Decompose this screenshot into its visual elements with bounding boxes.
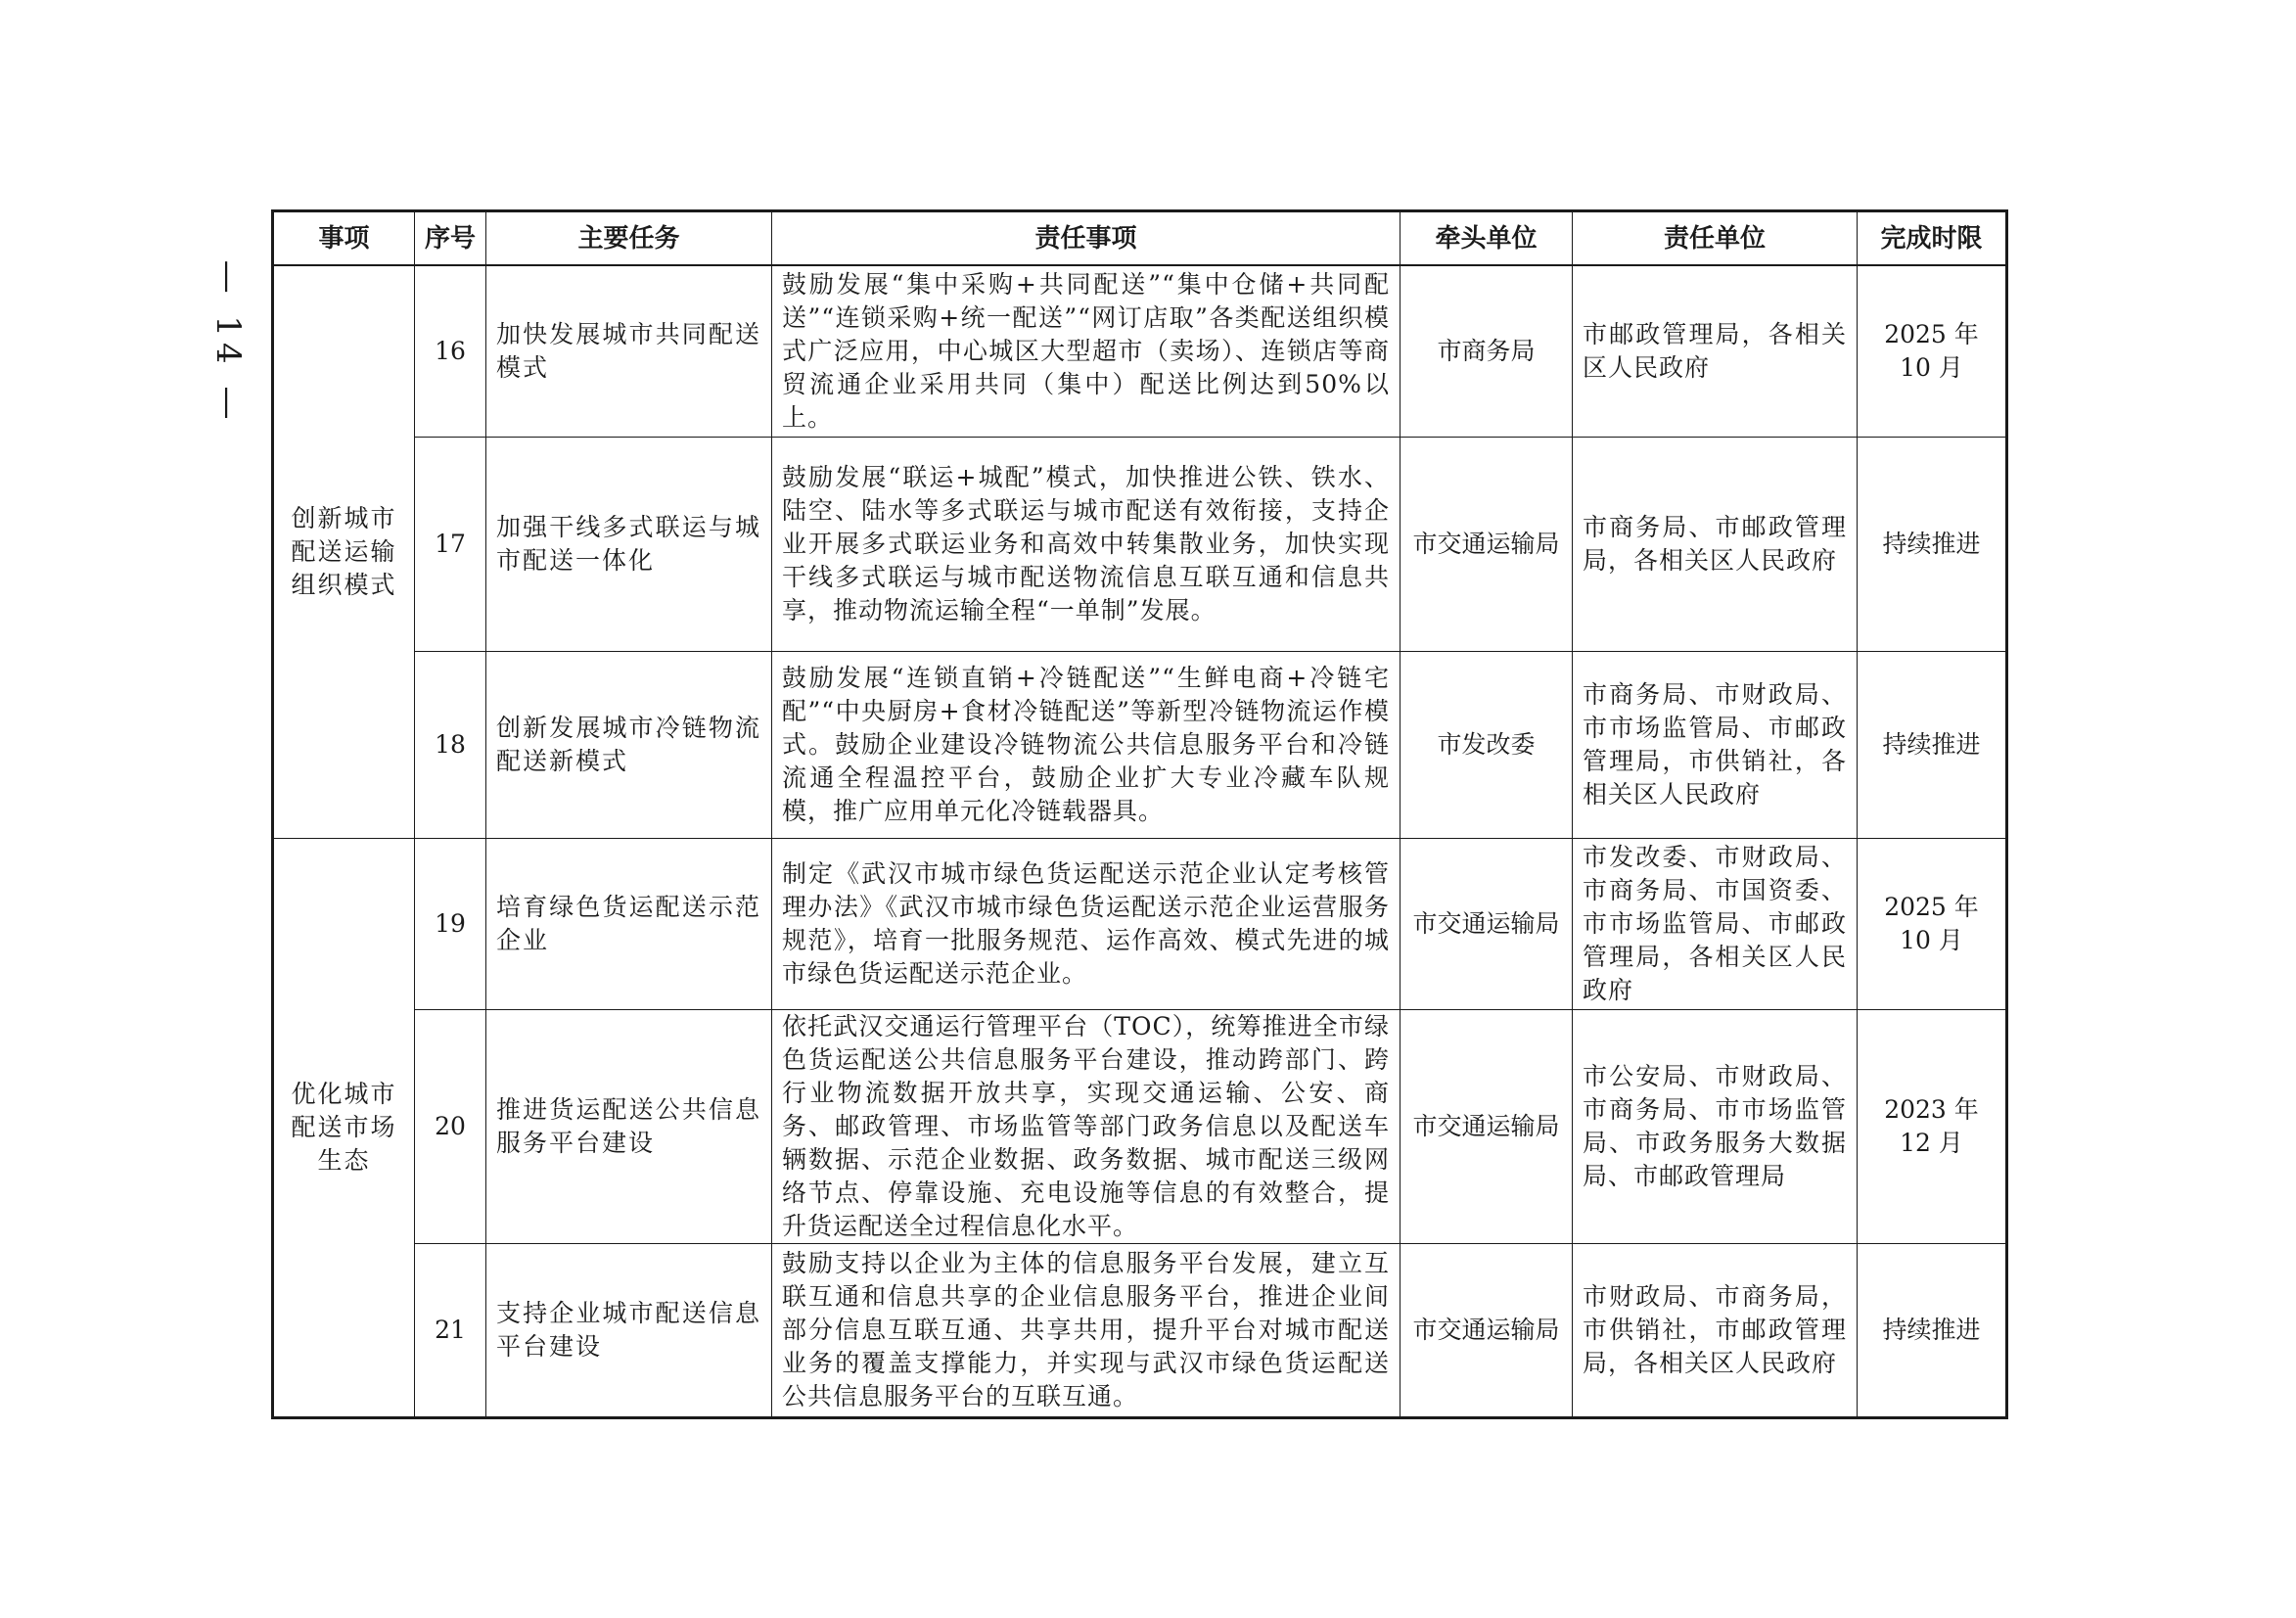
- deadline-month: 12 月: [1900, 1128, 1963, 1157]
- header-responsibility: 责任事项: [772, 211, 1401, 266]
- task-table: [271, 209, 2008, 1419]
- responsibility-cell: 鼓励支持以企业为主体的信息服务平台发展，建立互联互通和信息共享的企业信息服务平台，推进企业间部分信息互联互通、共享共用，提升平台对城市配送业务的覆盖支撑能力，并实现与武汉市绿色货运配送公共信息服务平台的互联互通。: [772, 1243, 1401, 1417]
- responsibility-cell: 制定《武汉市城市绿色货运配送示范企业认定考核管理办法》《武汉市城市绿色货运配送示范企业运营服务规范》，培育一批服务规范、运作高效、模式先进的城市绿色货运配送示范企业。: [772, 838, 1401, 1009]
- table-row: [273, 838, 2007, 1009]
- deadline-cell: [1858, 265, 2007, 437]
- deadline-text: 持续推进: [1882, 1315, 1981, 1344]
- responsible-units-cell: 市商务局、市邮政管理局，各相关区人民政府: [1573, 437, 1858, 651]
- lead-unit-cell: 市交通运输局: [1401, 1243, 1573, 1417]
- responsible-units-cell: 市邮政管理局，各相关区人民政府: [1573, 265, 1858, 437]
- category-cell: 创新城市配送运输组织模式: [273, 265, 415, 838]
- deadline-year: 2025 年: [1884, 319, 1979, 348]
- table-row: [273, 437, 2007, 651]
- deadline-text: 持续推进: [1882, 729, 1981, 759]
- deadline-cell: [1858, 838, 2007, 1009]
- task-cell: 创新发展城市冷链物流配送新模式: [486, 651, 772, 838]
- deadline-month: 10 月: [1900, 925, 1963, 954]
- responsibility-cell: 鼓励发展“连锁直销+冷链配送”“生鲜电商+冷链宅配”“中央厨房+食材冷链配送”等新型冷链物流运作模式。鼓励企业建设冷链物流公共信息服务平台和冷链流通全程温控平台，鼓励企业扩大专业冷藏车队规模，推广应用单元化冷链载器具。: [772, 651, 1401, 838]
- lead-unit-cell: 市发改委: [1401, 651, 1573, 838]
- table-row: [273, 1243, 2007, 1417]
- header-lead: 牵头单位: [1401, 211, 1573, 266]
- task-cell: 加强干线多式联运与城市配送一体化: [486, 437, 772, 651]
- seq-cell: 17: [415, 437, 486, 651]
- page-number: — 14 —: [208, 259, 248, 426]
- table-row: [273, 265, 2007, 437]
- responsible-units-cell: 市商务局、市财政局、市市场监管局、市邮政管理局，市供销社，各相关区人民政府: [1573, 651, 1858, 838]
- task-cell: 支持企业城市配送信息平台建设: [486, 1243, 772, 1417]
- table-header-row: [273, 211, 2007, 266]
- seq-cell: 18: [415, 651, 486, 838]
- seq-cell: 21: [415, 1243, 486, 1417]
- task-cell: 加快发展城市共同配送模式: [486, 265, 772, 437]
- seq-cell: 20: [415, 1009, 486, 1243]
- lead-unit-cell: 市交通运输局: [1401, 437, 1573, 651]
- deadline-year: 2023 年: [1884, 1094, 1979, 1124]
- responsibility-cell: 依托武汉交通运行管理平台（TOC），统筹推进全市绿色货运配送公共信息服务平台建设，推动跨部门、跨行业物流数据开放共享，实现交通运输、公安、商务、邮政管理、市场监管等部门政务信息以及配送车辆数据、示范企业数据、政务数据、城市配送三级网络节点、停靠设施、充电设施等信息的有效整合，提升货运配送全过程信息化水平。: [772, 1009, 1401, 1243]
- header-category: 事项: [273, 211, 415, 266]
- task-cell: 培育绿色货运配送示范企业: [486, 838, 772, 1009]
- table-row: [273, 1009, 2007, 1243]
- deadline-text: 持续推进: [1882, 529, 1981, 558]
- seq-cell: 16: [415, 265, 486, 437]
- table-row: [273, 651, 2007, 838]
- header-deadline: 完成时限: [1858, 211, 2007, 266]
- deadline-cell: [1858, 651, 2007, 838]
- responsible-units-cell: 市发改委、市财政局、市商务局、市国资委、市市场监管局、市邮政管理局，各相关区人民政府: [1573, 838, 1858, 1009]
- deadline-cell: [1858, 1009, 2007, 1243]
- responsible-units-cell: 市财政局、市商务局，市供销社，市邮政管理局，各相关区人民政府: [1573, 1243, 1858, 1417]
- responsibility-cell: 鼓励发展“联运+城配”模式，加快推进公铁、铁水、陆空、陆水等多式联运与城市配送有效衔接，支持企业开展多式联运业务和高效中转集散业务，加快实现干线多式联运与城市配送物流信息互联互通和信息共享，推动物流运输全程“一单制”发展。: [772, 437, 1401, 651]
- lead-unit-cell: 市商务局: [1401, 265, 1573, 437]
- lead-unit-cell: 市交通运输局: [1401, 838, 1573, 1009]
- deadline-month: 10 月: [1900, 352, 1963, 382]
- deadline-year: 2025 年: [1884, 892, 1979, 921]
- deadline-cell: [1858, 1243, 2007, 1417]
- seq-cell: 19: [415, 838, 486, 1009]
- category-cell: 优化城市配送市场生态: [273, 838, 415, 1417]
- header-seq: 序号: [415, 211, 486, 266]
- lead-unit-cell: 市交通运输局: [1401, 1009, 1573, 1243]
- header-task: 主要任务: [486, 211, 772, 266]
- responsibility-cell: 鼓励发展“集中采购+共同配送”“集中仓储+共同配送”“连锁采购+统一配送”“网订店取”各类配送组织模式广泛应用，中心城区大型超市（卖场）、连锁店等商贸流通企业采用共同（集中）配送比例达到50%以上。: [772, 265, 1401, 437]
- task-cell: 推进货运配送公共信息服务平台建设: [486, 1009, 772, 1243]
- header-units: 责任单位: [1573, 211, 1858, 266]
- deadline-cell: [1858, 437, 2007, 651]
- responsible-units-cell: 市公安局、市财政局、市商务局、市市场监管局、市政务服务大数据局、市邮政管理局: [1573, 1009, 1858, 1243]
